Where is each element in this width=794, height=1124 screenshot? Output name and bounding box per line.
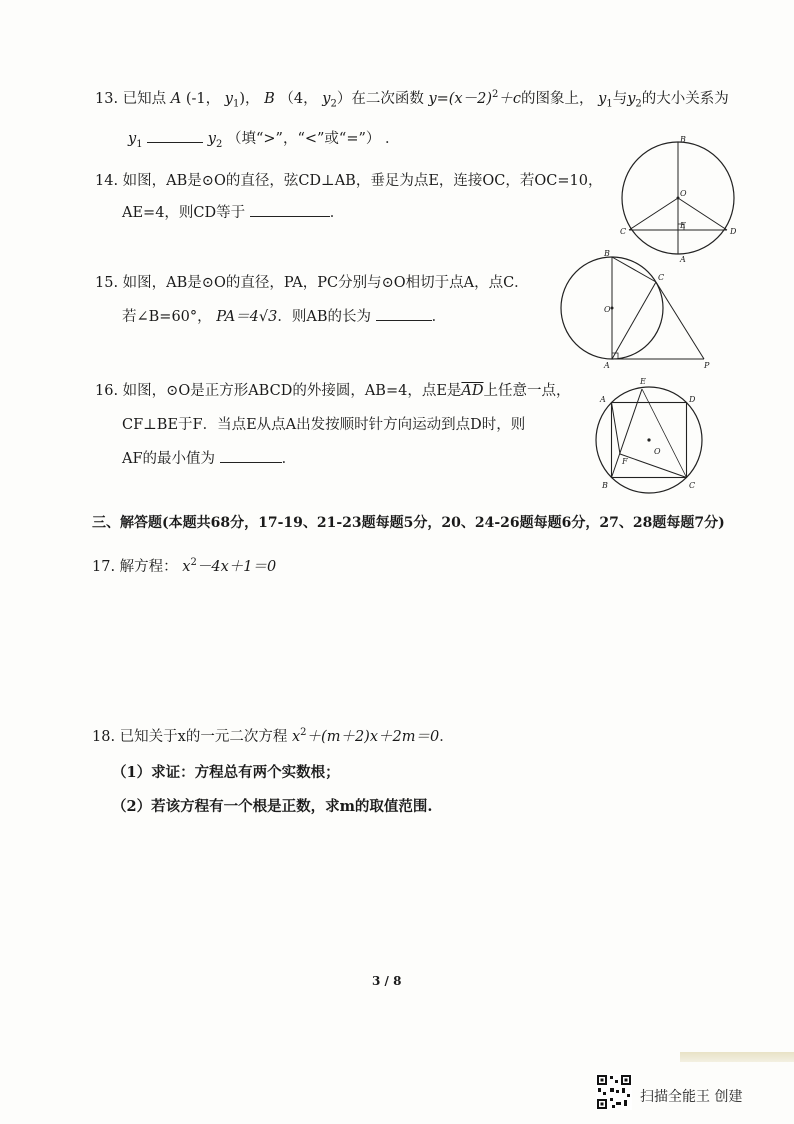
question-number: 15.: [95, 275, 119, 291]
label-o: O: [654, 447, 661, 456]
question-18-part1: （1）求证：方程总有两个实数根；: [112, 764, 340, 781]
label-c: C: [689, 481, 696, 490]
label-d: D: [730, 227, 737, 236]
answer-blank[interactable]: [376, 306, 432, 321]
question-18: 18. 已知关于x的一元二次方程 $x^2+(m+2)x+2m=0$．: [92, 727, 454, 745]
label-p: P: [704, 361, 710, 370]
question-number: 16.: [95, 383, 119, 399]
label-b: B: [604, 249, 610, 258]
label-c: C: [658, 273, 665, 282]
label-d: D: [689, 395, 696, 404]
scanner-watermark: 扫描全能王 创建: [640, 1089, 743, 1105]
question-16-line2: CF⊥BE于F．当点E从点A出发按顺时针方向运动到点D时，则: [122, 417, 526, 433]
section-3-heading: 三、解答题(本题共68分，17-19、21-23题每题5分，20、24-26题每题6分，27、28题每题7分): [92, 515, 725, 531]
question-15-line1: 15. 如图，AB是⊙O的直径，PA，PC分别与⊙O相切于点A，点C．: [95, 275, 529, 291]
page-number: 3 / 8: [372, 974, 402, 988]
label-o: O: [680, 189, 687, 198]
question-14-line1: 14. 如图，AB是⊙O的直径，弦CD⊥AB，垂足为点E，连接OC，若OC=10，: [95, 173, 603, 189]
scan-edge-strip: [680, 1052, 794, 1062]
figure-15-tangent-diagram: [558, 248, 716, 372]
answer-blank[interactable]: [147, 128, 203, 143]
label-b: B: [602, 481, 608, 490]
answer-blank[interactable]: [250, 202, 330, 217]
question-13-line1: 13. 已知点 A (-1， $y_1$)， B （4， $y_2$）在二次函数 $y=(x-2)^2+c$的图象上， $y_1$与$y_2$的大小关系为: [95, 89, 729, 110]
question-number: 14.: [95, 173, 119, 189]
figure-16-square-circle-diagram: [590, 372, 716, 498]
question-16-line3: AF的最小值为 ．: [122, 448, 296, 470]
label-a: A: [600, 395, 606, 404]
label-e: E: [680, 221, 686, 230]
question-15-line2: 若∠B=60°， PA＝4√3．则AB的长为 ．: [122, 306, 446, 328]
label-b: B: [680, 135, 686, 144]
question-14-line2: AE=4，则CD等于 ．: [122, 202, 344, 224]
question-number: 18.: [92, 728, 116, 745]
figure-14-circle-diagram: [614, 132, 744, 262]
label-f: F: [622, 457, 628, 466]
label-o: O: [604, 305, 611, 314]
label-c: C: [620, 227, 627, 236]
qr-code-icon: [596, 1074, 632, 1110]
question-18-part2: （2）若该方程有一个根是正数，求m的取值范围.: [112, 798, 433, 815]
label-a: A: [604, 361, 610, 370]
answer-blank[interactable]: [220, 448, 282, 463]
question-13-line2: $y_1$ $y_2$ （填“>”，“<”或“=”） ．: [128, 128, 400, 156]
question-number: 13.: [95, 90, 119, 107]
label-a: A: [680, 255, 686, 262]
label-e: E: [640, 377, 646, 386]
question-16-line1: 16. 如图，⊙O是正方形ABCD的外接圆，AB=4，点E是$\overline{AD}$上任意一点，: [95, 383, 571, 399]
question-number: 17.: [92, 558, 116, 575]
question-17: 17. 解方程： $x^2-4x+1=0$: [92, 557, 277, 575]
